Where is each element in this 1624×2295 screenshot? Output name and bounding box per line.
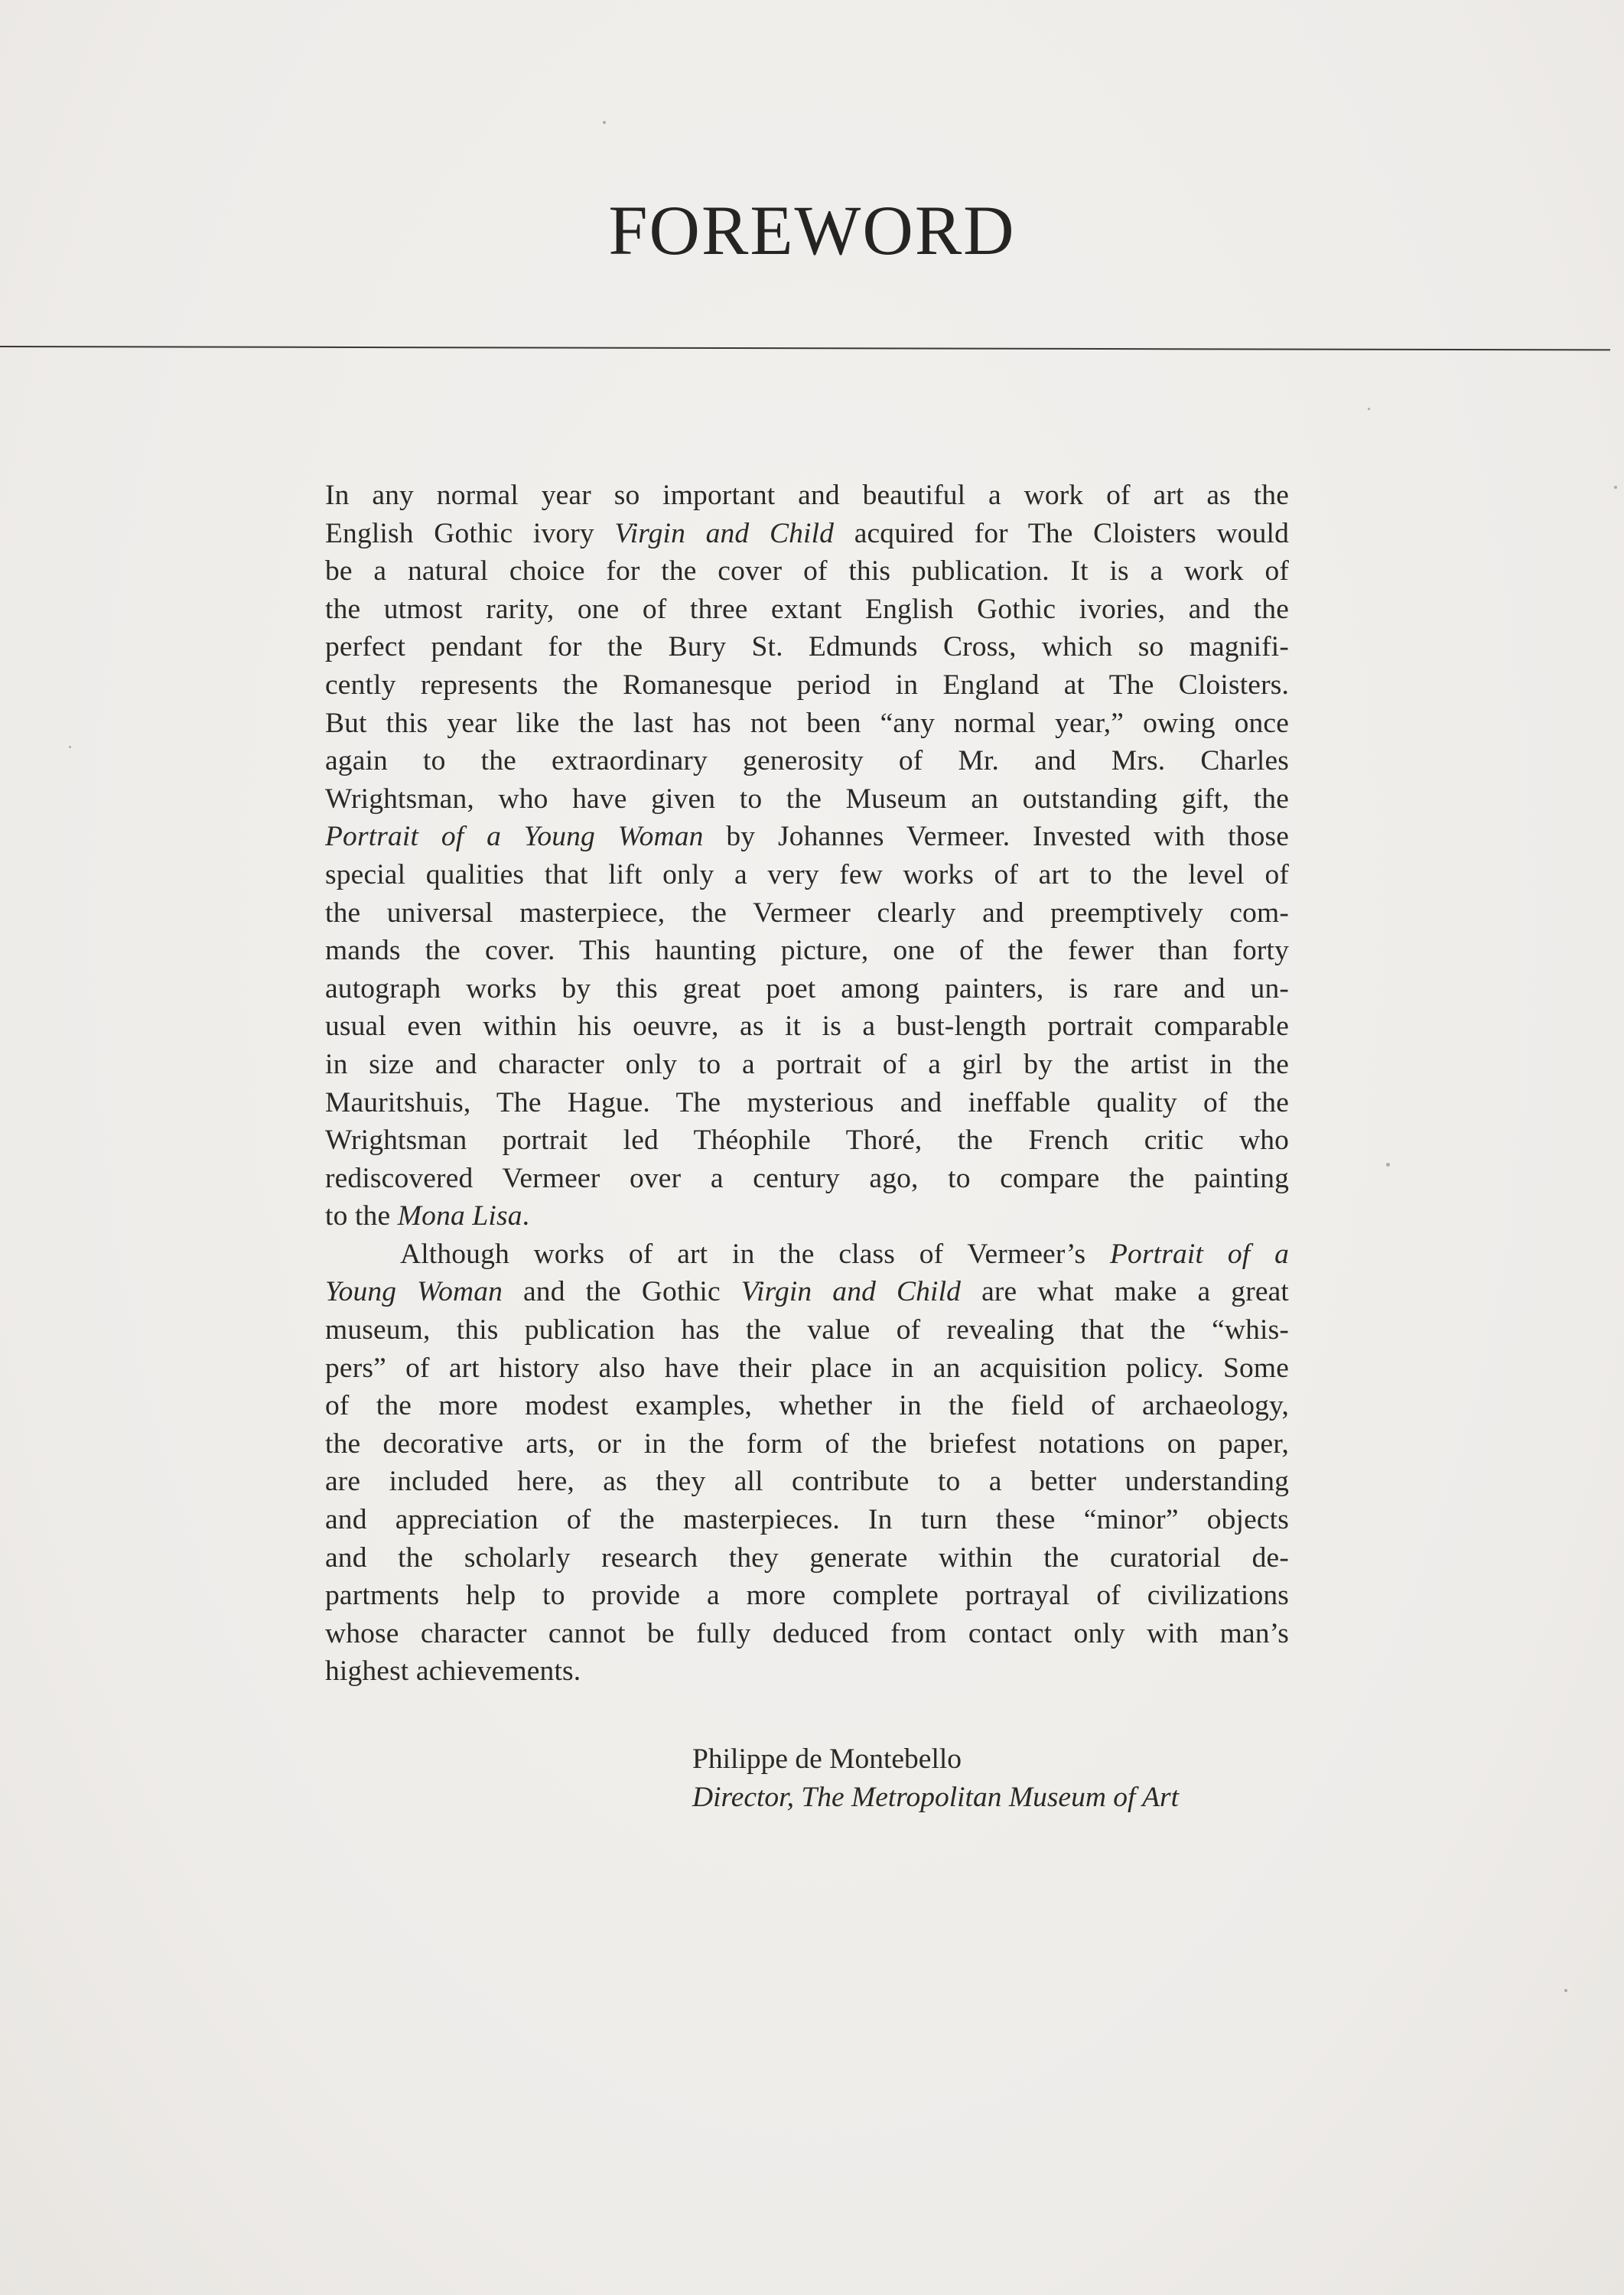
title-rule [0,346,1610,350]
text-line [325,1121,1289,1160]
text-run: perfect pendant for the Bury St. Edmunds Cross, which so magnifi- [325,631,1289,663]
text-line [325,1387,1289,1425]
text-line [325,1084,1289,1122]
text-line [325,1197,1289,1235]
text-line [325,818,1289,856]
text-line [325,628,1289,666]
text-line [325,1311,1289,1349]
text-line [325,1652,1289,1691]
paper-speck [1564,1989,1567,1992]
text-run: special qualities that lift only a very few works of art to the level of [325,858,1289,890]
paper-speck [1386,1163,1390,1167]
text-run: cently represents the Romanesque period in England at The Cloisters. [325,669,1289,701]
text-run: partments help to provide a more complete portrayal of civilizations [325,1580,1289,1612]
foreword-body [325,477,1289,1691]
text-run: museum, this publication has the value of revealing that the “whis- [325,1314,1289,1346]
text-run: pers” of art history also have their place in an acquisition policy. Some [325,1352,1289,1384]
text-line [325,1501,1289,1539]
text-run: rediscovered Vermeer over a century ago, to compare the painting [325,1162,1289,1194]
text-line [325,1463,1289,1501]
italic-title: Portrait of a [1109,1238,1289,1270]
text-line [325,1425,1289,1463]
text-run: and the Gothic [503,1276,741,1308]
signature-role: Director, The Metropolitan Museum of Art [692,1782,1180,1813]
text-run: highest achievements. [325,1655,581,1688]
text-line [325,1615,1289,1653]
text-line [325,1046,1289,1084]
text-run: whose character cannot be fully deduced from contact only with man’s [325,1617,1289,1649]
text-run: by Johannes Vermeer. Invested with those [703,821,1290,853]
text-line [325,856,1289,894]
text-run: acquired for The Cloisters would [834,517,1289,549]
text-line [325,552,1289,591]
text-run: In any normal year so important and beautiful a work of art as the [325,480,1289,511]
text-run: But this year like the last has not been “any normal year,” owing once [325,707,1289,739]
signature-block [692,1740,1179,1817]
text-run: again to the extraordinary generosity of Mr. and Mrs. Charles [325,745,1289,777]
text-run: the decorative arts, or in the form of the briefest notations on paper, [325,1427,1289,1460]
paper-speck [1368,408,1370,410]
paper-speck [603,121,606,124]
text-line [325,970,1289,1008]
italic-title: Portrait of a Young Woman [325,821,704,853]
text-run: and the scholarly research they generate within the curatorial de- [325,1541,1289,1574]
italic-title: Young Woman [325,1276,503,1308]
text-run: Wrightsman portrait led Théophile Thoré, the French critic who [325,1125,1289,1157]
text-line [325,515,1289,553]
text-line [325,1235,1289,1274]
italic-title: Virgin and Child [740,1276,962,1308]
text-run: the universal masterpiece, the Vermeer clearly and preemptively com- [325,897,1289,929]
text-run: to the [325,1200,398,1232]
text-line [325,477,1289,515]
text-run: the utmost rarity, one of three extant English Gothic ivories, and the [325,593,1289,625]
text-run: . [522,1200,530,1232]
text-line [325,1160,1289,1198]
text-run: in size and character only to a portrait of a girl by the artist in the [325,1048,1289,1080]
paper-speck [69,746,71,748]
text-run: of the more modest examples, whether in the field of archaeology, [325,1390,1289,1422]
italic-title: Virgin and Child [614,517,835,549]
signature-name: Philippe de Montebello [692,1743,962,1775]
text-line [325,1349,1289,1388]
text-run: Although works of art in the class of Vermeer’s [400,1238,1110,1270]
text-run: are included here, as they all contribute to a better understanding [325,1466,1289,1498]
text-run: Wrightsman, who have given to the Museum an outstanding gift, the [325,783,1289,815]
text-line [325,894,1289,933]
text-line [325,932,1289,970]
text-line [325,742,1289,780]
text-line [325,1577,1289,1615]
text-line [325,1008,1289,1046]
text-line [325,666,1289,705]
text-run: be a natural choice for the cover of this publication. It is a work of [325,555,1289,588]
text-line [325,1273,1289,1311]
italic-title: Mona Lisa [397,1200,522,1232]
text-line [325,780,1289,819]
text-line [325,1539,1289,1577]
text-run: are what make a great [961,1276,1289,1308]
text-run: usual even within his oeuvre, as it is a bust-length portrait comparable [325,1011,1289,1043]
text-line [325,591,1289,629]
text-run: Mauritshuis, The Hague. The mysterious and ineffable quality of the [325,1086,1289,1118]
text-run: English Gothic ivory [325,517,615,549]
text-run: autograph works by this great poet among painters, is rare and un- [325,972,1289,1004]
text-line [325,705,1289,743]
page-title: FOREWORD [608,191,1016,269]
text-run: mands the cover. This haunting picture, one of the fewer than forty [325,935,1289,967]
paper-speck [1614,486,1617,489]
text-run: and appreciation of the masterpieces. In turn these “minor” objects [325,1504,1289,1536]
